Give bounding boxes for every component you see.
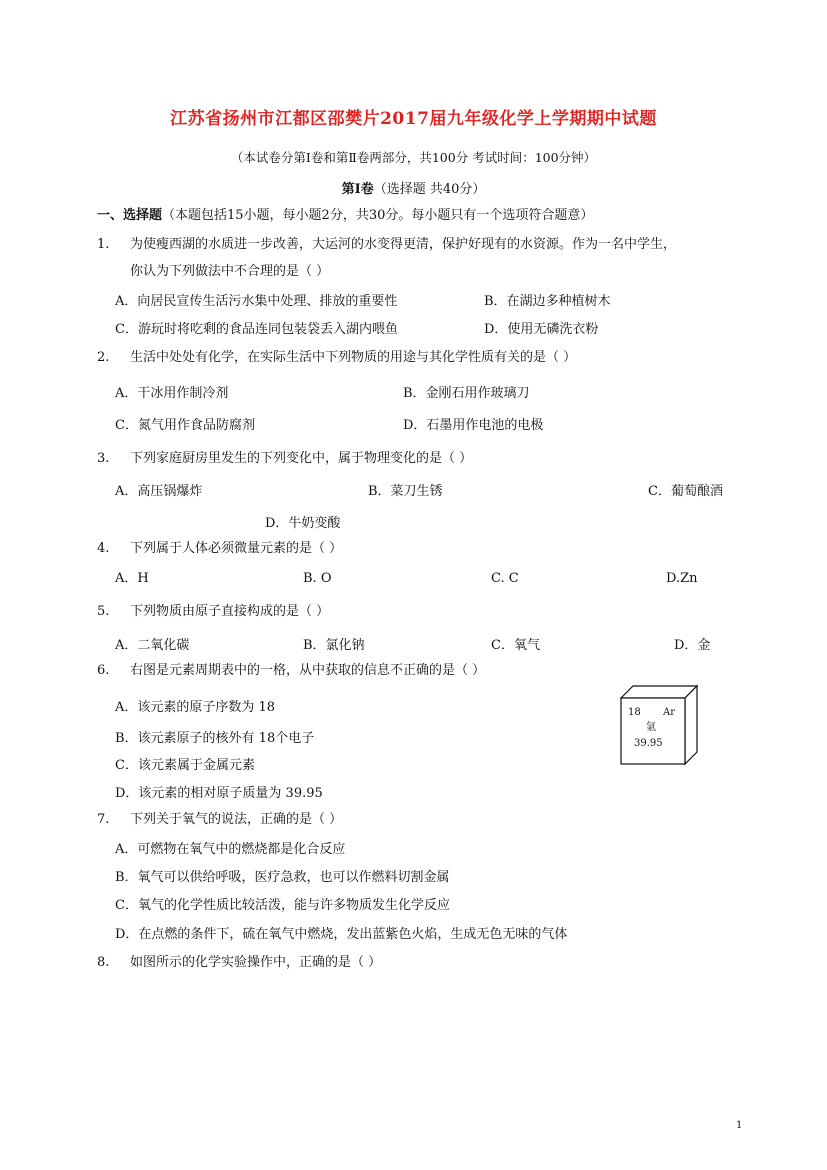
question-stem: 下列关于氧气的说法，正确的是（ ） <box>130 812 343 827</box>
section-desc: （本题包括15小题，每小题2分，共30分。每小题只有一个选项符合题意） <box>162 208 594 223</box>
option-a: A．二氧化碳 <box>115 638 190 653</box>
section-label: 一、选择题 <box>97 208 163 223</box>
question-stem: 下列属于人体必须微量元素的是（ ） <box>130 541 343 556</box>
question-stem: 下列家庭厨房里发生的下列变化中，属于物理变化的是（ ） <box>130 451 473 466</box>
option-a: A．干冰用作制冷剂 <box>115 386 229 401</box>
option-c: C．氧气的化学性质比较活泼，能与许多物质发生化学反应 <box>115 898 450 913</box>
element-cell-box <box>620 684 698 766</box>
option-d: D．牛奶变酸 <box>265 516 341 531</box>
option-a: A．高压锅爆炸 <box>115 484 203 499</box>
question-stem: 如图所示的化学实验操作中，正确的是（ ） <box>130 955 382 970</box>
element-name: 氩 <box>646 722 656 733</box>
option-d: D．金 <box>674 638 711 653</box>
exam-info: （本试卷分第Ⅰ卷和第Ⅱ卷两部分，共100分 考试时间：100分钟） <box>230 150 597 165</box>
question-number: 5. <box>97 604 110 619</box>
option-d: D．使用无磷洗衣粉 <box>484 322 599 337</box>
option-b: B．菜刀生锈 <box>368 484 443 499</box>
question-stem: 为使瘦西湖的水质进一步改善，大运河的水变得更清，保护好现有的水资源。作为一名中学生， <box>130 237 677 252</box>
question-number: 7. <box>97 812 110 827</box>
option-a: A．向居民宣传生活污水集中处理、排放的重要性 <box>115 294 398 309</box>
option-b: B．氯化钠 <box>303 638 365 653</box>
option-d: D.Zn <box>666 571 698 586</box>
question-stem: 下列物质由原子直接构成的是（ ） <box>130 604 330 619</box>
option-d: D．该元素的相对原子质量为 39.95 <box>115 786 323 801</box>
option-b: B．在湖边多种植树木 <box>484 294 611 309</box>
option-c: C．该元素属于金属元素 <box>115 758 255 773</box>
question-stem: 右图是元素周期表中的一格，从中获取的信息不正确的是（ ） <box>130 663 486 678</box>
section-heading <box>97 209 593 222</box>
question-number: 6. <box>97 663 110 678</box>
part-heading <box>0 183 827 196</box>
option-b: B．金刚石用作玻璃刀 <box>403 386 530 401</box>
element-symbol: Ar <box>663 707 676 718</box>
option-a: A．H <box>115 571 149 586</box>
atomic-number: 18 <box>628 707 641 718</box>
option-b: B．氧气可以供给呼吸，医疗急救，也可以作燃料切割金属 <box>115 870 450 885</box>
question-number: 4. <box>97 541 110 556</box>
page-title: 江苏省扬州市江都区邵樊片2017届九年级化学上学期期中试题 <box>170 109 657 129</box>
option-a: A．该元素的原子序数为 18 <box>115 700 276 715</box>
option-c: C．游玩时将吃剩的食品连同包装袋丢入湖内喂鱼 <box>115 322 398 337</box>
option-d: D．在点燃的条件下，硫在氧气中燃烧，发出蓝紫色火焰，生成无色无味的气体 <box>115 927 568 942</box>
periodic-table-cell-figure <box>620 684 698 766</box>
part-label: 第Ⅰ卷 <box>341 182 374 197</box>
option-c: C．氧气 <box>491 638 540 653</box>
option-a: A．可燃物在氧气中的燃烧都是化合反应 <box>115 842 346 857</box>
option-c: C．葡萄酿酒 <box>648 484 723 499</box>
question-number: 2. <box>97 350 110 365</box>
question-stem: 生活中处处有化学，在实际生活中下列物质的用途与其化学性质有关的是（ ） <box>130 350 577 365</box>
question-number: 3. <box>97 451 110 466</box>
option-b: B. O <box>303 571 332 586</box>
option-c: C. C <box>491 571 519 586</box>
question-number: 1. <box>97 237 110 252</box>
question-number: 8. <box>97 955 110 970</box>
part-desc: （选择题 共40分） <box>373 182 486 197</box>
atomic-mass: 39.95 <box>634 738 663 749</box>
page-number: 1 <box>736 1120 743 1131</box>
option-d: D．石墨用作电池的电极 <box>403 418 544 433</box>
option-b: B．该元素原子的核外有 18个电子 <box>115 731 315 746</box>
question-stem-line2: 你认为下列做法中不合理的是（ ） <box>130 264 330 279</box>
option-c: C．氮气用作食品防腐剂 <box>115 418 255 433</box>
